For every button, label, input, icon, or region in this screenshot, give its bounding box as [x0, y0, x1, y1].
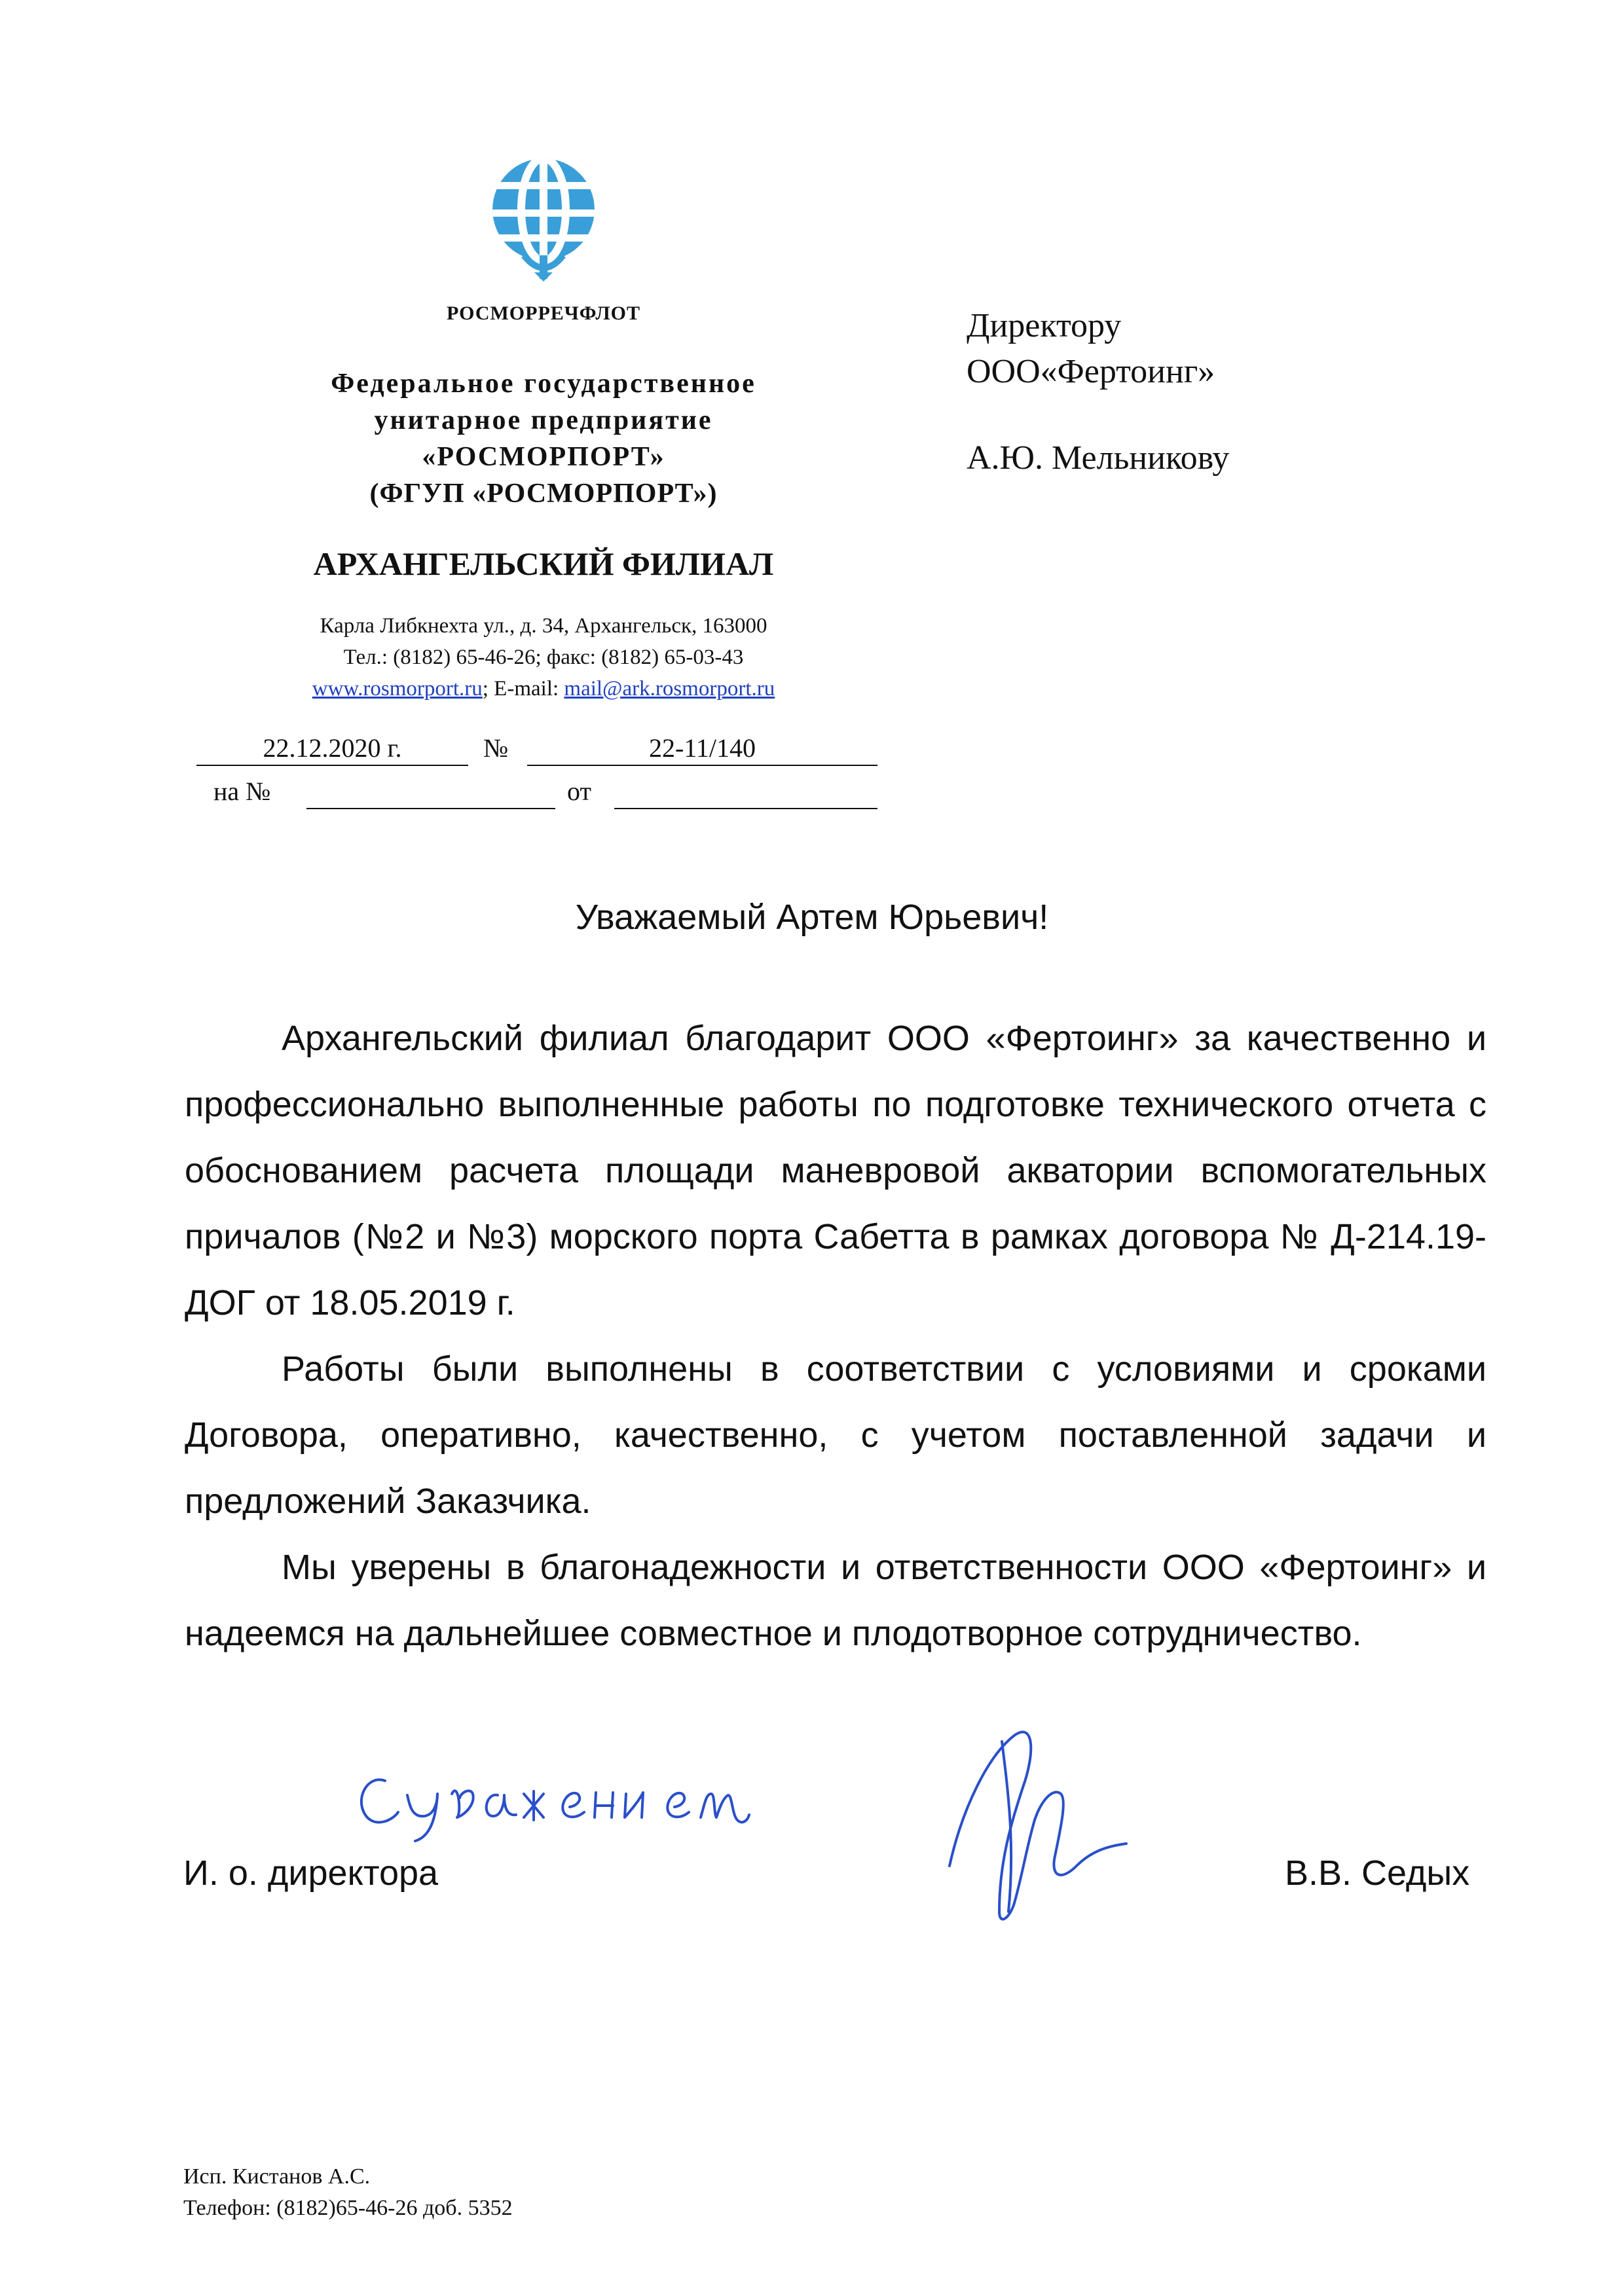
executor-phone: Телефон: (8182)65-46-26 доб. 5352 [183, 2196, 513, 2220]
org-name-line2: унитарное предприятие [374, 405, 713, 435]
body-paragraph-1: Архангельский филиал благодарит ООО «Фертоинг» за качественно и профессионально выполненные работы по подготовке технического отчета с обоснованием расчета площади маневровой акватории вспомогательных причалов (№2 и №3) морского порта Сабетта в рамках договора № Д-214.19-ДОГ от 18.05.2019 г. [185, 1019, 1486, 1322]
salutation: Уважаемый Артем Юрьевич! [575, 898, 1049, 937]
body-paragraph-3: Мы уверены в благонадежности и ответственности ООО «Фертоинг» и надеемся на дальнейшее совместное и плодотворное сотрудничество. [185, 1548, 1486, 1653]
org-name-line4: (ФГУП «РОСМОРПОРТ») [369, 479, 718, 509]
email-label: ; E-mail: [482, 677, 564, 701]
body-paragraph-2: Работы были выполнены в соответствии с условиями и сроками Договора, оперативно, качественно, с учетом поставленной задачи и предложений Заказчика. [185, 1349, 1486, 1521]
letter-body [185, 1006, 1486, 1667]
website-link[interactable]: www.rosmorport.ru [312, 677, 483, 701]
branch-name: АРХАНГЕЛЬСКИЙ ФИЛИАЛ [313, 545, 774, 582]
org-name-line1: Федеральное государственное [331, 369, 756, 399]
letter-number-field: 22-11/140 [527, 732, 877, 766]
email-link[interactable]: mail@ark.rosmorport.ru [564, 677, 775, 701]
signature-icon [936, 1715, 1153, 1931]
reply-from-label: от [567, 776, 591, 806]
reply-to-number-field [306, 775, 555, 809]
rosmorport-logo-icon [485, 157, 602, 282]
branch-address: Карла Либкнехта ул., д. 34, Архангельск, 163000 [320, 614, 767, 638]
signatory-role: И. о. директора [183, 1853, 439, 1893]
reply-to-label: на № [213, 776, 271, 806]
handwritten-regards-icon [347, 1755, 753, 1846]
branch-phones: Тел.: (8182) 65-46-26; факс: (8182) 65-03-43 [343, 646, 744, 669]
signatory-name: В.В. Седых [1285, 1853, 1470, 1893]
executor-name: Исп. Кистанов А.С. [183, 2164, 371, 2189]
branch-contacts [196, 677, 891, 701]
letter-date-field: 22.12.2020 г. [196, 732, 468, 766]
addressee-company: ООО«Фертоинг» [967, 353, 1215, 390]
org-name-line3: «РОСМОРПОРТ» [422, 442, 665, 472]
addressee-name: А.Ю. Мельникову [967, 439, 1230, 477]
agency-name: РОСМОРРЕЧФЛОТ [446, 302, 641, 324]
addressee-position: Директору [967, 307, 1122, 344]
letter-number-label: № [483, 733, 509, 763]
reply-from-date-field [614, 775, 877, 809]
